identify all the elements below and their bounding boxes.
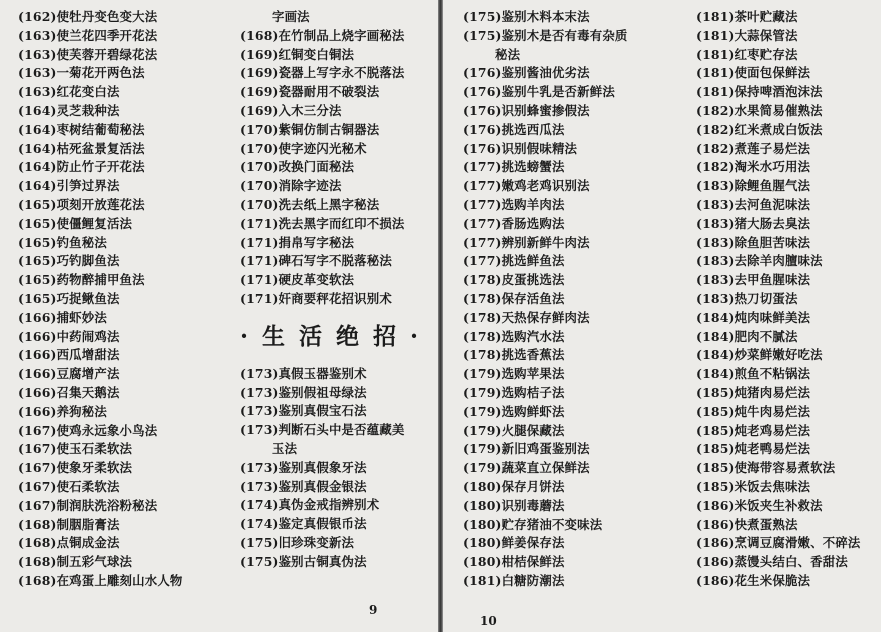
toc-entry: (175)旧珍珠变新法 [240,534,355,550]
toc-entry: (184)煎鱼不粘锅法 [696,366,811,382]
toc-entry: (185)炖老鸡易烂法 [696,422,811,438]
toc-entry: (165)钓鱼秘法 [18,234,107,250]
toc-entry: (165)巧钓脚鱼法 [18,253,120,269]
toc-entry: (164)引笋过界法 [18,178,120,194]
toc-entry: (166)西瓜增甜法 [18,347,120,363]
toc-entry: (166)中药闹鸡法 [18,328,120,344]
toc-entry: (181)使面包保鲜法 [696,65,811,81]
toc-entry: (179)火腿保藏法 [463,422,565,438]
toc-entry: (183)除鱼胆苦味法 [696,234,811,250]
toc-entry: (184)炒菜鲜嫩好吃法 [696,347,823,363]
toc-entry: (170)紫铜仿制古铜器法 [240,121,380,137]
toc-entry: (179)选购鲜虾法 [463,403,565,419]
toc-entry: (180)柑桔保鲜法 [463,554,565,570]
toc-entry: (185)炖老鸭易烂法 [696,441,811,457]
toc-entry: (171)洗去黑字而红印不损法 [240,215,405,231]
toc-entry: (173)鉴别真假象牙法 [240,459,367,475]
toc-entry: (165)使僵鲤复活法 [18,215,133,231]
toc-entry: (180)保存月饼法 [463,478,565,494]
toc-entry: (185)使海带容易煮软法 [696,460,836,476]
toc-entry: (178)挑选香蕉法 [463,347,565,363]
page-number-left: 9 [369,603,378,617]
toc-entry: (169)瓷器上写字永不脱落法 [240,65,405,81]
toc-entry: (183)热刀切蛋法 [696,290,798,306]
right-page [443,0,881,632]
toc-entry: (177)选购羊肉法 [463,196,565,212]
toc-entry: (176)挑选西瓜法 [463,121,565,137]
toc-entry: (181)白糖防潮法 [463,572,565,588]
toc-entry: (182)红米煮成白饭法 [696,121,823,137]
toc-entry: (165)药物醉捕甲鱼法 [18,272,145,288]
toc-entry: (184)肥肉不腻法 [696,328,798,344]
toc-entry: (184)炖肉味鲜美法 [696,309,811,325]
toc-entry: (177)香肠选购法 [463,215,565,231]
right-page-column-2 [696,8,861,591]
toc-entry: (167)使鸡永远象小鸟法 [18,422,158,438]
toc-entry: (178)保存活鱼法 [463,290,565,306]
toc-entry: (169)红铜变白铜法 [240,46,355,62]
toc-entry: (165)巧捉鳅鱼法 [18,290,120,306]
toc-entry: (178)选购汽水法 [463,328,565,344]
toc-entry: (175)鉴别古铜真伪法 [240,553,367,569]
toc-entry: (162)使牡丹变色变大法 [18,9,158,24]
toc-entry: (168)在竹制品上烧字画秘法 [240,27,405,43]
toc-entry: (182)淘米水巧用法 [696,159,811,175]
toc-entry: (176)鉴别酱油优劣法 [463,65,590,81]
section-title: ·生活绝招· [240,322,433,350]
toc-entry: (179)蔬菜直立保鲜法 [463,460,590,476]
toc-entry: (164)枣树结葡萄秘法 [18,121,145,137]
toc-entry: (170)改换门面秘法 [240,159,355,175]
toc-entry: (183)去河鱼泥味法 [696,196,811,212]
toc-entry: (181)茶叶贮藏法 [696,9,798,24]
toc-entry: (180)贮存猪油不变味法 [463,516,603,532]
toc-entry: (183)猪大肠去臭法 [696,215,811,231]
toc-entry: (181)保持啤酒泡沫法 [696,84,823,100]
page-number-right: 10 [480,614,497,628]
toc-entry: (183)去除羊肉膻味法 [696,253,823,269]
toc-entry: (167)制润肤洗浴粉秘法 [18,497,158,513]
toc-entry: (165)项刻开放莲花法 [18,196,145,212]
toc-entry: (164)灵芝栽种法 [18,102,120,118]
toc-entry: (170)使字迹闪光秘术 [240,140,367,156]
toc-entry: (178)皮蛋挑选法 [463,272,565,288]
toc-entry: (185)米饭去焦味法 [696,478,811,494]
toc-entry: (186)烹调豆腐滑嫩、不碎法 [696,535,861,551]
toc-entry: (173)鉴别假祖母绿法 [240,384,367,400]
toc-entry: (180)识别毒蘑法 [463,497,565,513]
toc-entry: (177)嫩鸡老鸡识别法 [463,178,590,194]
toc-entry: (186)米饭夹生补救法 [696,497,823,513]
toc-entry: (167)使石柔软法 [18,478,120,494]
left-page [0,0,438,632]
toc-entry: (164)枯死盆景复活法 [18,140,145,156]
toc-entry: (174)真伪金戒指辨别术 [240,497,380,513]
toc-entry: 秘法 [495,46,521,62]
toc-entry: (163)使兰花四季开花法 [18,27,158,43]
toc-entry: (176)鉴别牛乳是否新鲜法 [463,84,615,100]
toc-entry: (169)入木三分法 [240,102,342,118]
toc-entry: (167)使玉石柔软法 [18,441,133,457]
toc-entry: (171)捐帛写字秘法 [240,234,355,250]
toc-entry: (164)防止竹子开花法 [18,159,145,175]
toc-entry: (177)辨别新鲜牛肉法 [463,234,590,250]
toc-entry: (180)鲜姜保存法 [463,535,565,551]
toc-entry: (175)鉴别木是否有毒有杂质 [463,27,628,43]
toc-entry: (168)制五彩气球法 [18,554,133,570]
toc-entry: (185)炖牛肉易烂法 [696,403,811,419]
toc-entry: (182)煮莲子易烂法 [696,140,811,156]
toc-entry: (183)除鲤鱼腥气法 [696,178,811,194]
toc-entry: (169)瓷器耐用不破裂法 [240,84,380,100]
toc-entry: (168)点铜成金法 [18,535,120,551]
toc-entry: (168)制胭脂膏法 [18,516,120,532]
left-page-column-1 [18,8,183,591]
toc-entry: (179)选购苹果法 [463,366,565,382]
toc-entry: (181)大蒜保管法 [696,27,798,43]
toc-entry: (178)天热保存鲜肉法 [463,309,590,325]
toc-entry: (167)使象牙柔软法 [18,460,133,476]
toc-entry: (176)识别蜂蜜掺假法 [463,102,590,118]
toc-entry: (186)快煮蛋熟法 [696,516,798,532]
toc-entry: (163)使芙蓉开碧绿花法 [18,46,158,62]
toc-entry: (179)选购桔子法 [463,384,565,400]
toc-entry: (171)碑石写字不脱落秘法 [240,253,392,269]
toc-entry: (173)鉴别真假宝石法 [240,403,367,419]
toc-entry: (170)洗去纸上黑字秘法 [240,196,380,212]
toc-entry: (173)真假玉器鉴别术 [240,365,367,381]
toc-entry: (171)奸商要秤花招识别术 [240,290,392,306]
toc-entry: (183)去甲鱼腥味法 [696,272,811,288]
toc-entry: (168)在鸡蛋上雕刻山水人物 [18,572,183,588]
toc-entry: (173)判断石头中是否蕴藏美 [240,422,405,438]
toc-entry: (185)炖猪肉易烂法 [696,384,811,400]
toc-entry: (173)鉴别真假金银法 [240,478,367,494]
toc-entry: (174)鉴定真假银币法 [240,516,367,532]
toc-entry: (186)花生米保脆法 [696,572,811,588]
toc-entry: (177)挑选鲜鱼法 [463,253,565,269]
toc-entry: 字画法 [272,9,310,24]
toc-entry: (177)挑选螃蟹法 [463,159,565,175]
left-column-2-bottom-list [240,365,432,572]
toc-entry: (166)养狗秘法 [18,403,107,419]
toc-entry: (171)硬皮革变软法 [240,272,355,288]
toc-entry: (163)红花变白法 [18,84,120,100]
toc-entry: (166)捕虾妙法 [18,309,107,325]
toc-entry: (176)识别假味精法 [463,140,578,156]
left-page-column-2 [240,8,432,572]
right-page-column-1 [463,8,628,591]
toc-entry: (186)蒸馒头结白、香甜法 [696,554,848,570]
left-column-2-top-list [240,8,432,309]
toc-entry: (166)豆腐增产法 [18,366,120,382]
toc-entry: (181)红枣贮存法 [696,46,798,62]
toc-entry: (170)消除字迹法 [240,178,342,194]
toc-entry: (182)水果简易催熟法 [696,102,823,118]
toc-entry: (166)召集天鹅法 [18,384,120,400]
toc-entry: 玉法 [272,440,298,456]
toc-entry: (175)鉴别木料本末法 [463,9,590,24]
toc-entry: (163)一菊花开两色法 [18,65,145,81]
toc-entry: (179)新旧鸡蛋鉴别法 [463,441,590,457]
